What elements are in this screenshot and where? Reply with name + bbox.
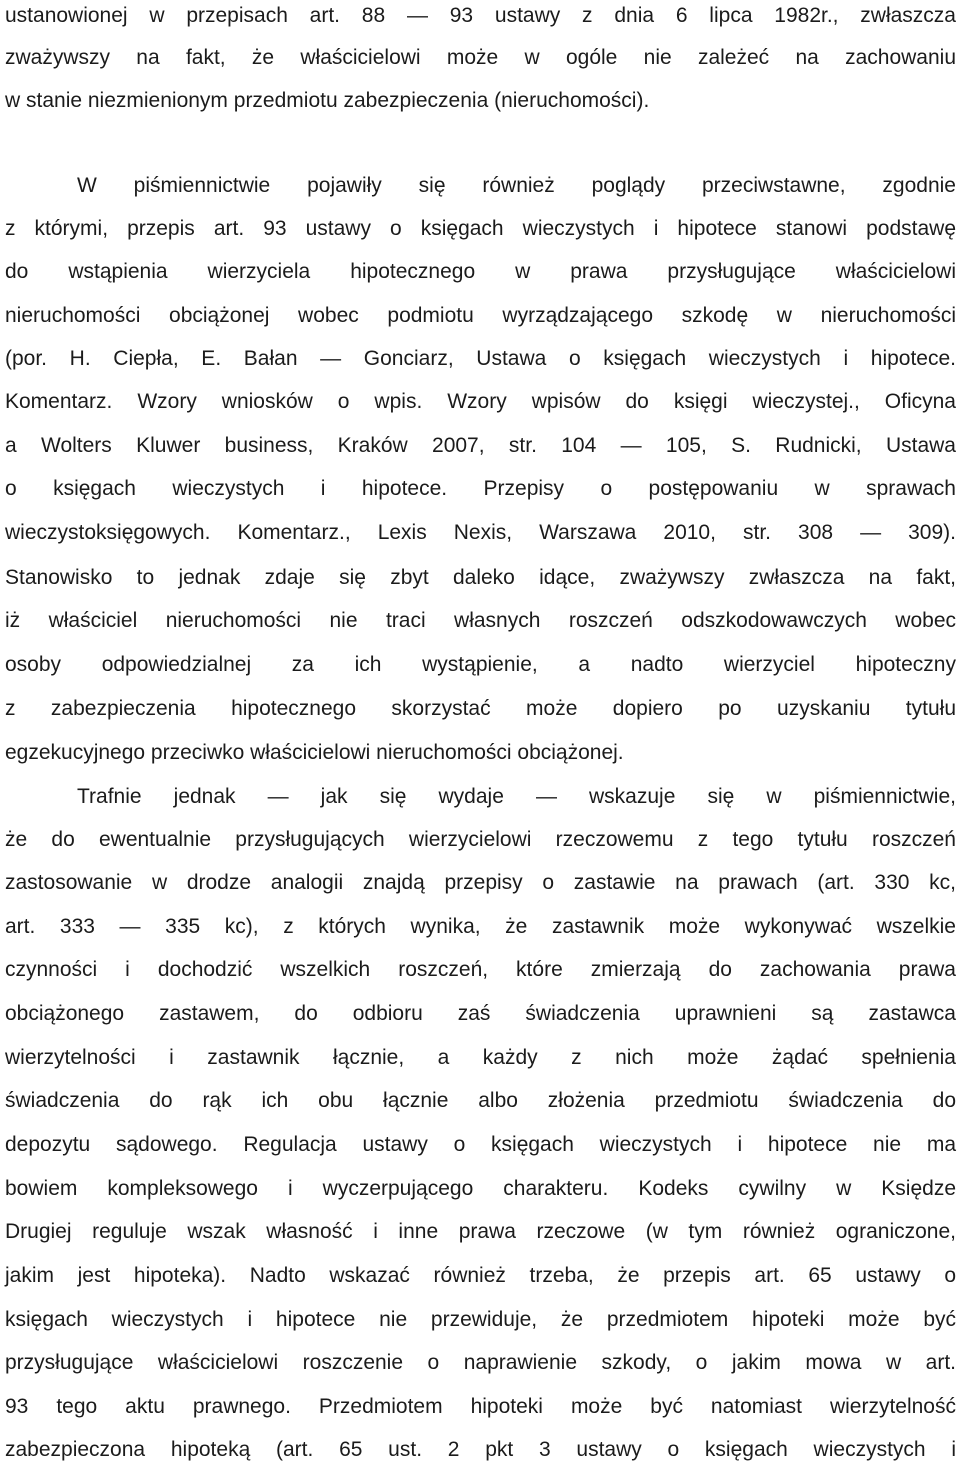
text-line: z zabezpieczenia hipotecznego skorzystać może dopiero po uzyskaniu tytułu bbox=[5, 697, 956, 720]
text-line: księgach wieczystych i hipotece nie przewiduje, że przedmiotem hipoteki może być bbox=[5, 1308, 956, 1331]
text-line: wieczystoksięgowych. Komentarz., Lexis Nexis, Warszawa 2010, str. 308 — 309). bbox=[5, 521, 956, 544]
text-line: (por. H. Ciepła, E. Bałan — Gonciarz, Ustawa o księgach wieczystych i hipotece. bbox=[5, 347, 956, 370]
text-line: z którymi, przepis art. 93 ustawy o księgach wieczystych i hipotece stanowi podstawę bbox=[5, 217, 956, 240]
text-line: 93 tego aktu prawnego. Przedmiotem hipoteki może być natomiast wierzytelność bbox=[5, 1395, 956, 1418]
text-line: a Wolters Kluwer business, Kraków 2007, str. 104 — 105, S. Rudnicki, Ustawa bbox=[5, 434, 956, 457]
text-line: w stanie niezmienionym przedmiotu zabezpieczenia (nieruchomości). bbox=[5, 89, 650, 112]
text-line: ustanowionej w przepisach art. 88 — 93 ustawy z dnia 6 lipca 1982r., zwłaszcza bbox=[5, 4, 956, 27]
text-line: wierzytelności i zastawnik łącznie, a każdy z nich może żądać spełnienia bbox=[5, 1046, 956, 1069]
text-line: osoby odpowiedzialnej za ich wystąpienie, a nadto wierzyciel hipoteczny bbox=[5, 653, 956, 676]
text-line: przysługujące właścicielowi roszczenie o naprawienie szkody, o jakim mowa w art. bbox=[5, 1351, 956, 1374]
text-line: jakim jest hipoteka). Nadto wskazać również trzeba, że przepis art. 65 ustawy o bbox=[5, 1264, 956, 1287]
text-line: W piśmiennictwie pojawiły się również poglądy przeciwstawne, zgodnie bbox=[77, 174, 956, 197]
text-line: egzekucyjnego przeciwko właścicielowi nieruchomości obciążonej. bbox=[5, 741, 624, 764]
text-line: Stanowisko to jednak zdaje się zbyt daleko idące, zważywszy zwłaszcza na fakt, bbox=[5, 566, 956, 589]
text-line: depozytu sądowego. Regulacja ustawy o księgach wieczystych i hipotece nie ma bbox=[5, 1133, 956, 1156]
text-line: zastosowanie w drodze analogii znajdą przepisy o zastawie na prawach (art. 330 kc, bbox=[5, 871, 956, 894]
text-line: o księgach wieczystych i hipotece. Przepisy o postępowaniu w sprawach bbox=[5, 477, 956, 500]
text-line: art. 333 — 335 kc), z których wynika, że zastawnik może wykonywać wszelkie bbox=[5, 915, 956, 938]
text-line: Komentarz. Wzory wniosków o wpis. Wzory wpisów do księgi wieczystej., Oficyna bbox=[5, 390, 956, 413]
text-line: bowiem kompleksowego i wyczerpującego charakteru. Kodeks cywilny w Księdze bbox=[5, 1177, 956, 1200]
text-line: czynności i dochodzić wszelkich roszczeń, które zmierzają do zachowania prawa bbox=[5, 958, 956, 981]
text-line: że do ewentualnie przysługujących wierzycielowi rzeczowemu z tego tytułu roszczeń bbox=[5, 828, 956, 851]
text-line: iż właściciel nieruchomości nie traci własnych roszczeń odszkodowawczych wobec bbox=[5, 609, 956, 632]
text-line: Drugiej reguluje wszak własność i inne prawa rzeczowe (w tym również ograniczone, bbox=[5, 1220, 956, 1243]
text-line: świadczenia do rąk ich obu łącznie albo złożenia przedmiotu świadczenia do bbox=[5, 1089, 956, 1112]
text-line: obciążonego zastawem, do odbioru zaś świadczenia uprawnieni są zastawca bbox=[5, 1002, 956, 1025]
text-line: nieruchomości obciążonej wobec podmiotu wyrządzającego szkodę w nieruchomości bbox=[5, 304, 956, 327]
text-line: Trafnie jednak — jak się wydaje — wskazuje się w piśmiennictwie, bbox=[77, 785, 956, 808]
text-line: zważywszy na fakt, że właścicielowi może w ogóle nie zależeć na zachowaniu bbox=[5, 46, 956, 69]
text-line: do wstąpienia wierzyciela hipotecznego w prawa przysługujące właścicielowi bbox=[5, 260, 956, 283]
text-line: zabezpieczona hipoteką (art. 65 ust. 2 pkt 3 ustawy o księgach wieczystych i bbox=[5, 1438, 956, 1461]
